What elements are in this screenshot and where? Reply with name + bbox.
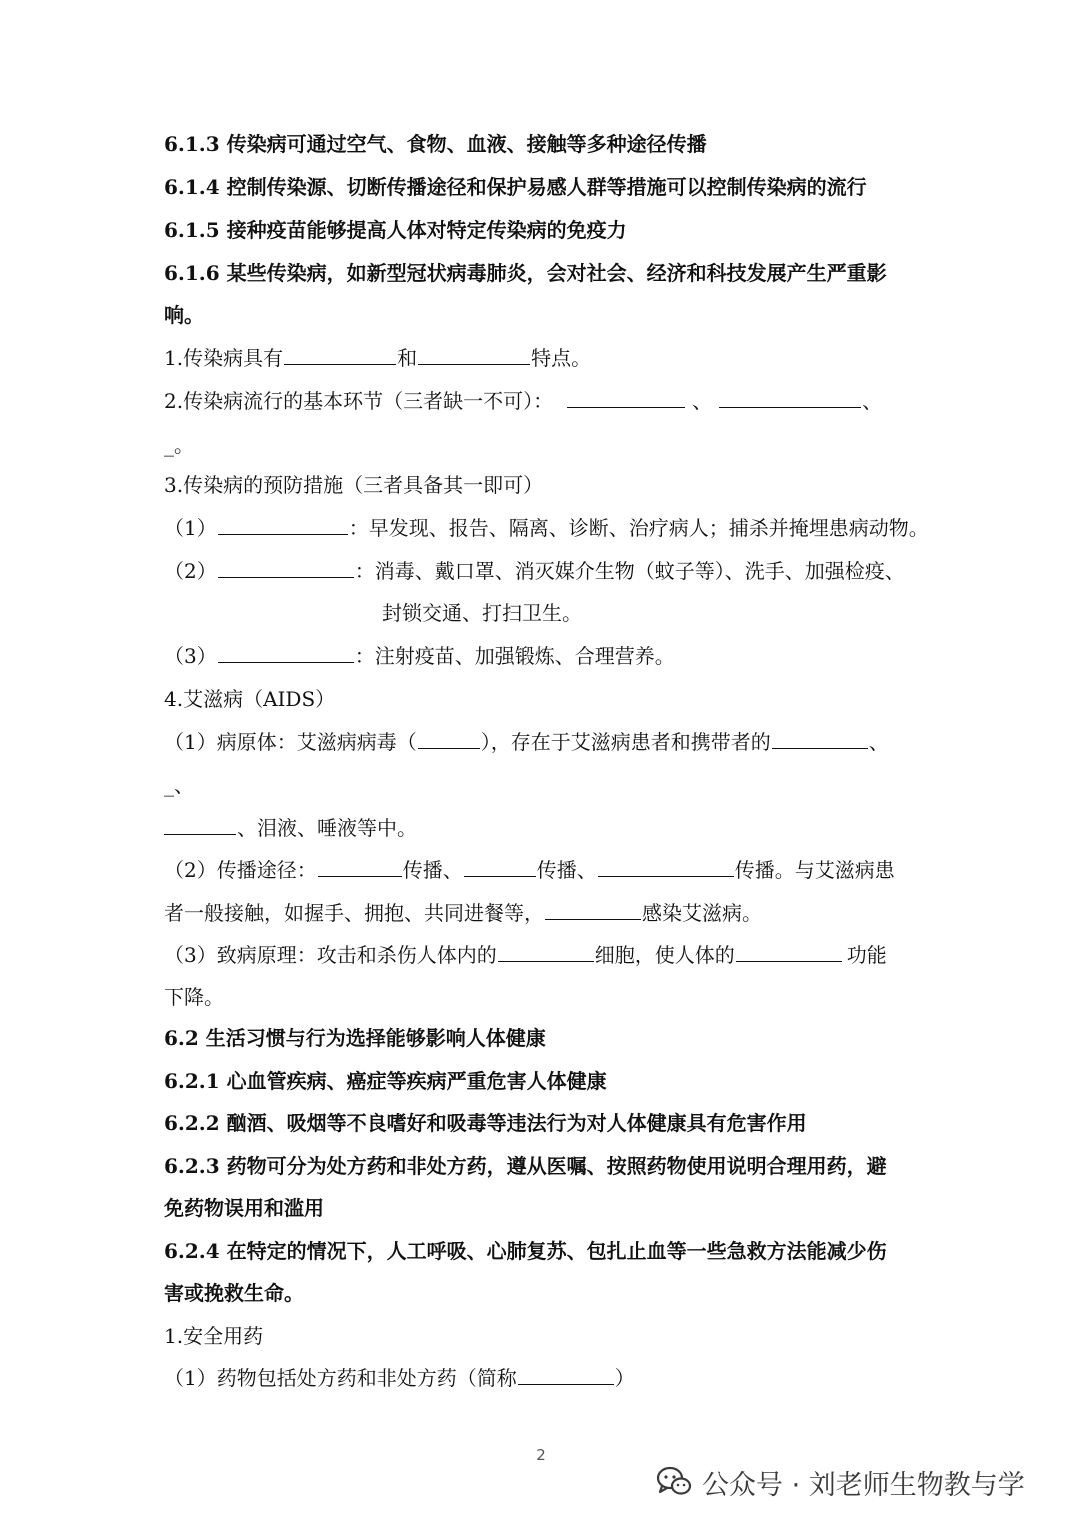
page-number: 2 [536,1446,546,1464]
question-3-2 [164,558,905,584]
item-text: （1）病原体：艾滋病病毒（ [164,730,417,754]
question-1-text: 特点。 [531,346,592,370]
fill-blank [218,515,348,535]
heading-6-2-3-cont: 免药物误用和滥用 [164,1196,324,1220]
heading-6-1-5: 6.1.5 接种疫苗能够提高人体对特定传染病的免疫力 [164,218,627,242]
question-3: 3.传染病的预防措施（三者具备其一即可） [164,473,544,497]
item-text: 、 [868,730,889,754]
question-2-text: 2.传染病流行的基本环节（三者缺一不可）： [164,389,554,413]
item-text: ：消毒、戴口罩、消灭媒介生物（蚊子等）、洗手、加强检疫、 [354,559,905,583]
heading-6-1-6: 6.1.6 某些传染病，如新型冠状病毒肺炎，会对社会、经济和科技发展产生严重影 [164,261,887,285]
item-text: 传播。与艾滋病患 [734,858,895,882]
item-text: 感染艾滋病。 [642,901,762,925]
fill-blank [418,345,530,365]
item-number: （3） [164,644,217,668]
item-text: ：注射疫苗、加强锻炼、合理营养。 [354,644,675,668]
heading-6-1-3: 6.1.3 传染病可通过空气、食物、血液、接触等多种途径传播 [164,132,707,156]
fill-blank [318,857,402,877]
item-number: （1） [164,516,217,540]
fill-blank [218,643,354,663]
question-4-2 [164,857,895,883]
item-text: ），存在于艾滋病患者和携带者的 [480,730,771,754]
heading-6-2: 6.2 生活习惯与行为选择能够影响人体健康 [164,1026,546,1050]
question-4-3 [164,942,887,968]
item-text: 细胞，使人体的 [594,943,735,967]
fill-blank [518,1365,614,1385]
question-4-1 [164,729,889,755]
heading-6-1-4: 6.1.4 控制传染源、切断传播途径和保护易感人群等措施可以控制传染病的流行 [164,175,867,199]
question-4-3-cont: 下降。 [164,985,224,1009]
question-2-text: 、 [862,389,883,413]
item-text: ：早发现、报告、隔离、诊断、治疗病人；捕杀并掩埋患病动物。 [348,516,929,540]
item-text: （3）致病原理：攻击和杀伤人体内的 [164,943,497,967]
question-1 [164,345,591,371]
fill-blank [719,388,861,408]
question-4-1-cont2 [164,815,417,841]
fill-blank [284,345,396,365]
item-text: 传播、 [402,858,463,882]
fill-blank [498,942,594,962]
question-3-1 [164,515,929,541]
fill-blank [164,815,236,835]
item-text: 者一般接触，如握手、拥抱、共同进餐等， [164,901,544,925]
item-number: （2） [164,559,217,583]
heading-6-2-3: 6.2.3 药物可分为处方药和非处方药，遵从医嘱、按照药物使用说明合理用药，避 [164,1154,887,1178]
question-2-text: 、 [692,389,713,413]
question-4-1-cont: _、 [164,773,194,797]
wechat-icon [656,1466,692,1498]
watermark-text: 公众号 · 刘老师生物教与学 [702,1469,1025,1501]
question-1-text: 和 [397,346,418,370]
fill-blank [736,942,842,962]
watermark [656,1462,1025,1502]
heading-6-2-2: 6.2.2 酗酒、吸烟等不良嗜好和吸毒等违法行为对人体健康具有危害作用 [164,1111,807,1135]
subsection-1-1 [164,1365,635,1391]
fill-blank [418,729,480,749]
item-text: ） [614,1366,635,1390]
question-3-3 [164,643,675,669]
subsection-safe-medication: 1.安全用药 [164,1324,264,1348]
item-text: 传播、 [536,858,597,882]
question-2 [164,388,882,414]
question-1-text: 1.传染病具有 [164,346,284,370]
fill-blank [772,729,868,749]
item-text: 功能 [846,943,887,967]
question-4: 4.艾滋病（AIDS） [164,687,336,711]
heading-6-1-6-cont: 响。 [164,303,204,327]
question-4-2-cont [164,900,762,926]
question-2-cont: _。 [164,433,194,457]
heading-6-2-4: 6.2.4 在特定的情况下，人工呼吸、心肺复苏、包扎止血等一些急救方法能减少伤 [164,1239,887,1263]
heading-6-2-1: 6.2.1 心血管疾病、癌症等疾病严重危害人体健康 [164,1069,607,1093]
fill-blank [598,857,734,877]
fill-blank [464,857,536,877]
fill-blank [545,900,641,920]
item-text: （1）药物包括处方药和非处方药（简称 [164,1366,517,1390]
item-text: （2）传播途径： [164,858,317,882]
fill-blank [567,388,685,408]
question-3-2-cont: 封锁交通、打扫卫生。 [382,601,582,625]
fill-blank [218,558,354,578]
item-text: 、泪液、唾液等中。 [237,816,417,840]
heading-6-2-4-cont: 害或挽救生命。 [164,1281,304,1305]
